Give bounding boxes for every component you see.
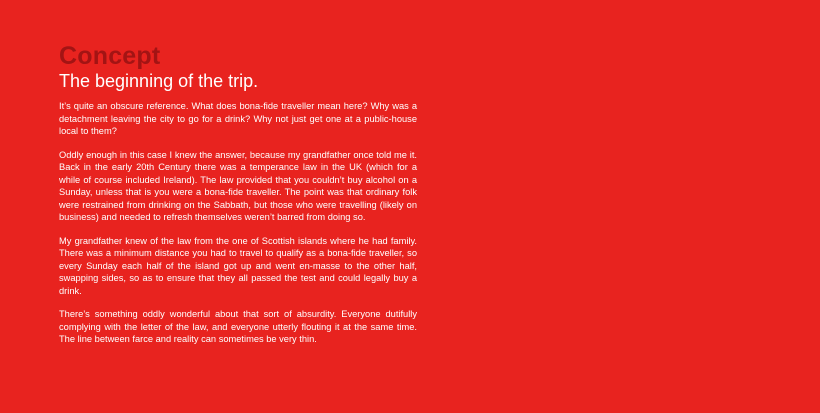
- paragraph: Oddly enough in this case I knew the answer, because my grandfather once told me it. Back in the early 20th Century there was a temperance law in the UK (which for a while of course included Ireland). The law provided that you couldn’t buy alcohol on a Sunday, unless that is you were a bona-fide traveller. The point was that ordinary folk were restrained from drinking on the Sabbath, but those who were travelling (likely on business) and needed to refresh themselves weren’t barred from doing so.: [59, 149, 417, 222]
- body-text: [59, 100, 417, 346]
- subtitle: The beginning of the trip.: [59, 71, 259, 91]
- paragraph: It’s quite an obscure reference. What does bona-fide traveller mean here? Why was a detachment leaving the city to go for a drink? Why not just get one at a public-house local to them?: [59, 101, 417, 136]
- section-title: Concept: [59, 42, 161, 70]
- paragraph: My grandfather knew of the law from the one of Scottish islands where he had family. There was a minimum distance you had to travel to qualify as a bona-fide traveller, so every Sunday each half of the island got up and went en-masse to the other half, swapping sides, so as to ensure that they all passed the test and could legally buy a drink.: [59, 235, 417, 296]
- article: [59, 42, 417, 357]
- paragraph: There’s something oddly wonderful about that sort of absurdity. Everyone dutifully complying with the letter of the law, and everyone utterly flouting it at the same time. The line between farce and reality can sometimes be very thin.: [59, 309, 417, 344]
